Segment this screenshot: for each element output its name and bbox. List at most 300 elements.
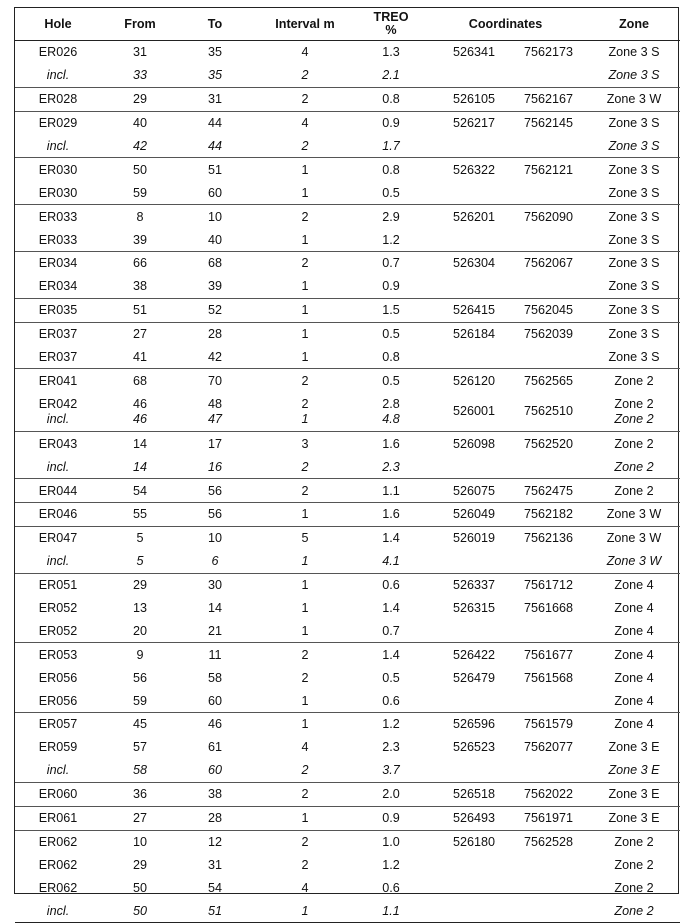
table-row xyxy=(15,479,680,503)
cell-to: 11 xyxy=(179,643,251,666)
cell-zone: Zone 3 W xyxy=(606,554,662,569)
cell-zone: Zone 3 W xyxy=(588,526,680,549)
cell-to: 44 xyxy=(179,111,251,134)
cell-northing: 7562067 xyxy=(503,252,588,275)
cell-treo: 1.4 xyxy=(382,601,400,616)
cell-interval: 1 xyxy=(301,350,309,365)
cell-to: 56 xyxy=(179,479,251,503)
cell-interval: 1 xyxy=(301,185,309,200)
header-hole: Hole xyxy=(15,8,101,41)
cell-to: 35 xyxy=(207,68,222,83)
cell-zone: Zone 4 xyxy=(588,713,680,736)
cell-treo: 0.9 xyxy=(382,279,400,294)
cell-from: 27 xyxy=(101,806,179,830)
table-row xyxy=(15,228,680,251)
cell-from: 33 xyxy=(132,68,147,83)
cell-hole: ER044 xyxy=(15,479,101,503)
cell-easting xyxy=(423,550,503,573)
cell-easting xyxy=(423,346,503,369)
table-row xyxy=(15,759,680,782)
cell-interval: 1 xyxy=(251,713,359,736)
cell-interval-incl: 1 xyxy=(301,411,309,426)
cell-easting: 526518 xyxy=(423,782,503,806)
cell-northing xyxy=(503,853,588,876)
cell-from: 54 xyxy=(101,479,179,503)
cell-to: 17 xyxy=(179,432,251,455)
cell-treo: 1.4 xyxy=(359,643,423,666)
table-row xyxy=(15,782,680,806)
table-row xyxy=(15,853,680,876)
cell-treo: 1.4 xyxy=(359,526,423,549)
cell-interval: 1 xyxy=(301,279,309,294)
cell-northing: 7561568 xyxy=(523,670,574,685)
cell-interval: 1 xyxy=(251,806,359,830)
cell-hole-main: ER042 xyxy=(38,396,78,411)
cell-zone: Zone 2 xyxy=(588,830,680,853)
cell-to: 28 xyxy=(179,322,251,345)
cell-hole: ER053 xyxy=(15,643,101,666)
cell-from: 42 xyxy=(132,139,147,153)
cell-treo: 1.2 xyxy=(382,232,400,247)
cell-northing: 7562145 xyxy=(503,111,588,134)
cell-interval: 2 xyxy=(301,763,309,778)
table-row xyxy=(15,87,680,111)
cell-treo: 0.5 xyxy=(382,185,400,200)
cell-treo: 0.5 xyxy=(359,369,423,392)
header-to: To xyxy=(179,8,251,41)
cell-easting: 526075 xyxy=(423,479,503,503)
cell-to: 60 xyxy=(207,693,222,708)
cell-interval: 2 xyxy=(301,670,309,685)
cell-treo: 0.5 xyxy=(359,322,423,345)
cell-zone: Zone 4 xyxy=(614,623,654,638)
cell-hole: ER051 xyxy=(15,573,101,596)
cell-easting: 526120 xyxy=(423,369,503,392)
header-zone: Zone xyxy=(588,8,680,41)
cell-treo: 2.1 xyxy=(382,68,400,83)
table-row xyxy=(15,346,680,369)
cell-hole: ER057 xyxy=(15,713,101,736)
cell-to xyxy=(179,392,251,432)
cell-hole: ER033 xyxy=(38,232,78,247)
cell-to: 70 xyxy=(179,369,251,392)
cell-from: 55 xyxy=(101,503,179,527)
cell-northing xyxy=(503,275,588,298)
cell-zone: Zone 4 xyxy=(614,601,654,616)
cell-hole: incl. xyxy=(46,68,70,83)
table-row xyxy=(15,666,680,689)
cell-northing xyxy=(503,135,588,158)
cell-northing: 7562045 xyxy=(503,298,588,322)
cell-treo: 0.7 xyxy=(382,623,400,638)
cell-easting xyxy=(423,135,503,158)
cell-zone: Zone 3 S xyxy=(588,298,680,322)
cell-easting: 526341 xyxy=(452,45,496,60)
cell-to: 68 xyxy=(179,252,251,275)
cell-treo: 2.3 xyxy=(382,459,400,474)
cell-easting: 526184 xyxy=(423,322,503,345)
cell-northing: 7561712 xyxy=(503,573,588,596)
cell-hole: ER034 xyxy=(15,252,101,275)
cell-interval: 2 xyxy=(251,369,359,392)
cell-to: 60 xyxy=(207,763,222,778)
cell-hole: ER062 xyxy=(38,857,78,872)
cell-easting: 526105 xyxy=(423,87,503,111)
cell-interval: 2 xyxy=(251,830,359,853)
cell-interval: 2 xyxy=(301,459,309,474)
cell-hole: incl. xyxy=(15,899,101,922)
cell-northing xyxy=(503,759,588,782)
cell-easting xyxy=(423,759,503,782)
table-row xyxy=(15,689,680,712)
cell-hole: ER047 xyxy=(15,526,101,549)
cell-northing: 7562121 xyxy=(503,158,588,181)
cell-to: 30 xyxy=(179,573,251,596)
cell-interval-main: 2 xyxy=(301,396,309,411)
cell-northing xyxy=(503,876,588,899)
cell-zone-main: Zone 2 xyxy=(614,396,654,411)
cell-from: 50 xyxy=(132,880,147,895)
cell-northing: 7561579 xyxy=(503,713,588,736)
table-row xyxy=(15,41,680,64)
cell-from: 66 xyxy=(101,252,179,275)
cell-to: 46 xyxy=(179,713,251,736)
cell-treo: 0.8 xyxy=(359,87,423,111)
cell-northing xyxy=(503,346,588,369)
cell-zone: Zone 3 E xyxy=(608,763,660,778)
cell-easting xyxy=(423,689,503,712)
cell-easting xyxy=(423,619,503,642)
cell-northing: 7562039 xyxy=(503,322,588,345)
cell-interval: 4 xyxy=(301,45,309,60)
header-row xyxy=(15,8,680,41)
cell-from: 59 xyxy=(132,693,147,708)
cell-to-incl: 47 xyxy=(207,411,222,426)
cell-treo: 1.1 xyxy=(359,899,423,922)
table-row xyxy=(15,392,680,432)
cell-northing: 7562090 xyxy=(503,205,588,228)
cell-to: 39 xyxy=(207,279,222,294)
cell-from: 14 xyxy=(132,459,147,474)
cell-hole: ER056 xyxy=(38,670,78,685)
cell-to-main: 48 xyxy=(207,396,222,411)
cell-from: 45 xyxy=(101,713,179,736)
cell-zone: Zone 3 S xyxy=(588,252,680,275)
cell-interval: 2 xyxy=(251,479,359,503)
cell-easting xyxy=(423,853,503,876)
cell-to: 61 xyxy=(207,740,222,755)
table-row xyxy=(15,713,680,736)
cell-to: 40 xyxy=(207,232,222,247)
cell-hole: ER043 xyxy=(15,432,101,455)
cell-hole: ER052 xyxy=(38,601,78,616)
cell-interval: 2 xyxy=(301,139,309,153)
cell-northing: 7561677 xyxy=(503,643,588,666)
cell-from: 40 xyxy=(101,111,179,134)
cell-easting xyxy=(423,275,503,298)
table-row xyxy=(15,369,680,392)
cell-from xyxy=(101,392,179,432)
cell-from: 39 xyxy=(132,232,147,247)
cell-from: 9 xyxy=(101,643,179,666)
cell-interval: 1 xyxy=(301,601,309,616)
cell-from: 38 xyxy=(132,279,147,294)
cell-interval: 4 xyxy=(301,880,309,895)
cell-from: 59 xyxy=(132,185,147,200)
cell-hole: ER046 xyxy=(15,503,101,527)
header-treo-unit: % xyxy=(385,23,397,37)
cell-zone: Zone 3 E xyxy=(608,740,660,755)
cell-easting xyxy=(423,455,503,478)
cell-treo-main: 2.8 xyxy=(382,396,400,411)
cell-to: 51 xyxy=(179,158,251,181)
cell-easting xyxy=(423,228,503,251)
cell-hole: ER037 xyxy=(15,322,101,345)
cell-zone: Zone 2 xyxy=(588,479,680,503)
cell-from-incl: 46 xyxy=(132,411,147,426)
cell-zone: Zone 3 S xyxy=(608,139,660,153)
cell-from: 68 xyxy=(101,369,179,392)
cell-interval xyxy=(251,392,359,432)
cell-to: 10 xyxy=(179,205,251,228)
cell-easting: 526493 xyxy=(423,806,503,830)
cell-treo: 4.1 xyxy=(382,554,400,569)
cell-treo xyxy=(359,392,423,432)
cell-from-main: 46 xyxy=(132,396,147,411)
cell-easting: 526049 xyxy=(423,503,503,527)
cell-hole: ER030 xyxy=(38,185,78,200)
cell-easting xyxy=(423,181,503,204)
cell-hole: ER041 xyxy=(15,369,101,392)
cell-zone: Zone 4 xyxy=(588,643,680,666)
cell-interval: 1 xyxy=(251,158,359,181)
cell-from: 14 xyxy=(101,432,179,455)
cell-to: 51 xyxy=(179,899,251,922)
cell-treo: 0.7 xyxy=(359,252,423,275)
cell-zone: Zone 3 W xyxy=(588,503,680,527)
cell-zone: Zone 3 S xyxy=(608,185,660,200)
cell-hole: ER034 xyxy=(38,279,78,294)
cell-hole: ER026 xyxy=(38,45,78,60)
cell-hole-incl: incl. xyxy=(46,411,70,426)
cell-to: 42 xyxy=(207,350,222,365)
cell-zone: Zone 3 S xyxy=(588,322,680,345)
header-treo xyxy=(359,8,423,41)
cell-treo: 3.7 xyxy=(382,763,400,778)
cell-interval: 5 xyxy=(251,526,359,549)
cell-zone: Zone 3 S xyxy=(608,45,660,60)
cell-treo: 1.7 xyxy=(382,139,400,153)
cell-interval: 1 xyxy=(251,899,359,922)
cell-easting: 526217 xyxy=(423,111,503,134)
cell-northing: 7562520 xyxy=(503,432,588,455)
cell-northing xyxy=(503,455,588,478)
cell-treo: 0.5 xyxy=(382,670,400,685)
drill-results-table xyxy=(15,8,680,923)
cell-treo: 1.2 xyxy=(359,713,423,736)
table-row xyxy=(15,526,680,549)
cell-northing xyxy=(503,181,588,204)
cell-from: 29 xyxy=(132,857,147,872)
table-row xyxy=(15,111,680,134)
cell-to: 58 xyxy=(207,670,222,685)
cell-from: 13 xyxy=(132,601,147,616)
cell-to: 56 xyxy=(179,503,251,527)
cell-to: 6 xyxy=(211,554,219,569)
cell-easting: 526523 xyxy=(452,740,496,755)
cell-treo: 1.5 xyxy=(359,298,423,322)
header-from: From xyxy=(101,8,179,41)
cell-treo: 1.1 xyxy=(359,479,423,503)
cell-interval: 4 xyxy=(301,740,309,755)
cell-northing: 7562182 xyxy=(503,503,588,527)
cell-interval: 1 xyxy=(251,322,359,345)
cell-interval: 2 xyxy=(301,857,309,872)
cell-treo: 1.0 xyxy=(359,830,423,853)
table-row xyxy=(15,736,680,759)
table-row xyxy=(15,830,680,853)
cell-to: 28 xyxy=(179,806,251,830)
cell-from: 51 xyxy=(101,298,179,322)
table-row xyxy=(15,275,680,298)
cell-to: 35 xyxy=(207,45,222,60)
cell-northing: 7562528 xyxy=(503,830,588,853)
header-interval: Interval m xyxy=(251,8,359,41)
cell-treo: 0.9 xyxy=(359,111,423,134)
table-row xyxy=(15,455,680,478)
cell-from: 29 xyxy=(101,573,179,596)
cell-hole xyxy=(15,392,101,432)
cell-hole: ER035 xyxy=(15,298,101,322)
cell-easting: 526180 xyxy=(423,830,503,853)
cell-easting: 526201 xyxy=(423,205,503,228)
cell-zone: Zone 4 xyxy=(614,693,654,708)
cell-interval: 1 xyxy=(301,693,309,708)
cell-interval: 1 xyxy=(251,573,359,596)
cell-northing: 7562167 xyxy=(503,87,588,111)
cell-treo: 0.9 xyxy=(359,806,423,830)
cell-zone: Zone 3 E xyxy=(588,782,680,806)
cell-northing xyxy=(503,899,588,922)
cell-easting: 526322 xyxy=(423,158,503,181)
cell-zone: Zone 2 xyxy=(614,459,654,474)
table-row xyxy=(15,322,680,345)
cell-interval: 2 xyxy=(251,782,359,806)
table-row xyxy=(15,550,680,573)
table-row xyxy=(15,205,680,228)
cell-treo: 0.6 xyxy=(382,693,400,708)
cell-zone: Zone 2 xyxy=(614,880,654,895)
table-row xyxy=(15,181,680,204)
cell-interval: 1 xyxy=(301,623,309,638)
cell-hole: ER060 xyxy=(15,782,101,806)
cell-treo: 2.9 xyxy=(359,205,423,228)
cell-hole: incl. xyxy=(46,139,70,153)
cell-zone-incl: Zone 2 xyxy=(614,411,654,426)
cell-easting: 526479 xyxy=(452,670,496,685)
cell-zone: Zone 3 W xyxy=(588,87,680,111)
cell-from: 57 xyxy=(132,740,147,755)
cell-easting xyxy=(423,876,503,899)
cell-easting xyxy=(423,64,503,87)
cell-from: 36 xyxy=(101,782,179,806)
cell-zone: Zone 2 xyxy=(588,899,680,922)
cell-northing: 7562510 xyxy=(523,404,574,419)
cell-to: 16 xyxy=(207,459,222,474)
header-coordinates: Coordinates xyxy=(423,8,588,41)
cell-interval: 3 xyxy=(251,432,359,455)
cell-zone: Zone 3 S xyxy=(588,205,680,228)
cell-hole: incl. xyxy=(46,763,70,778)
cell-from: 27 xyxy=(101,322,179,345)
cell-treo: 0.6 xyxy=(382,880,400,895)
cell-treo: 1.6 xyxy=(359,503,423,527)
cell-interval: 1 xyxy=(251,298,359,322)
cell-interval: 2 xyxy=(251,205,359,228)
cell-zone: Zone 2 xyxy=(588,369,680,392)
cell-to: 12 xyxy=(179,830,251,853)
cell-easting xyxy=(423,899,503,922)
table-row xyxy=(15,158,680,181)
cell-zone: Zone 4 xyxy=(614,670,654,685)
cell-zone: Zone 3 S xyxy=(608,279,660,294)
cell-interval: 2 xyxy=(251,252,359,275)
cell-hole: ER062 xyxy=(38,880,78,895)
cell-hole: ER028 xyxy=(15,87,101,111)
cell-to: 44 xyxy=(207,139,222,153)
cell-from: 58 xyxy=(132,763,147,778)
cell-to: 14 xyxy=(207,601,222,616)
cell-treo: 1.3 xyxy=(382,45,400,60)
cell-zone: Zone 3 S xyxy=(608,68,660,83)
cell-from: 10 xyxy=(101,830,179,853)
table-row xyxy=(15,597,680,620)
cell-easting: 526315 xyxy=(452,601,496,616)
table-row xyxy=(15,64,680,87)
cell-treo-incl: 4.8 xyxy=(382,411,400,426)
cell-northing: 7562565 xyxy=(503,369,588,392)
cell-treo: 2.0 xyxy=(359,782,423,806)
cell-treo: 1.2 xyxy=(382,857,400,872)
cell-northing: 7561971 xyxy=(503,806,588,830)
cell-easting: 526596 xyxy=(423,713,503,736)
cell-interval: 1 xyxy=(301,554,309,569)
cell-hole: ER037 xyxy=(38,350,78,365)
cell-from: 20 xyxy=(132,623,147,638)
cell-zone: Zone 2 xyxy=(588,432,680,455)
cell-treo: 2.3 xyxy=(382,740,400,755)
cell-hole: ER059 xyxy=(38,740,78,755)
cell-zone xyxy=(588,392,680,432)
cell-interval: 1 xyxy=(251,503,359,527)
cell-hole: ER056 xyxy=(38,693,78,708)
cell-northing: 7562475 xyxy=(503,479,588,503)
table-row xyxy=(15,573,680,596)
table-row xyxy=(15,899,680,922)
cell-from: 56 xyxy=(132,670,147,685)
cell-northing xyxy=(503,228,588,251)
cell-easting: 526098 xyxy=(423,432,503,455)
table-row xyxy=(15,298,680,322)
cell-northing: 7562077 xyxy=(523,740,574,755)
cell-easting: 526415 xyxy=(423,298,503,322)
cell-hole: ER061 xyxy=(15,806,101,830)
cell-zone: Zone 3 S xyxy=(588,158,680,181)
cell-treo: 0.6 xyxy=(359,573,423,596)
cell-northing xyxy=(503,550,588,573)
cell-to: 52 xyxy=(179,298,251,322)
cell-interval: 2 xyxy=(251,643,359,666)
